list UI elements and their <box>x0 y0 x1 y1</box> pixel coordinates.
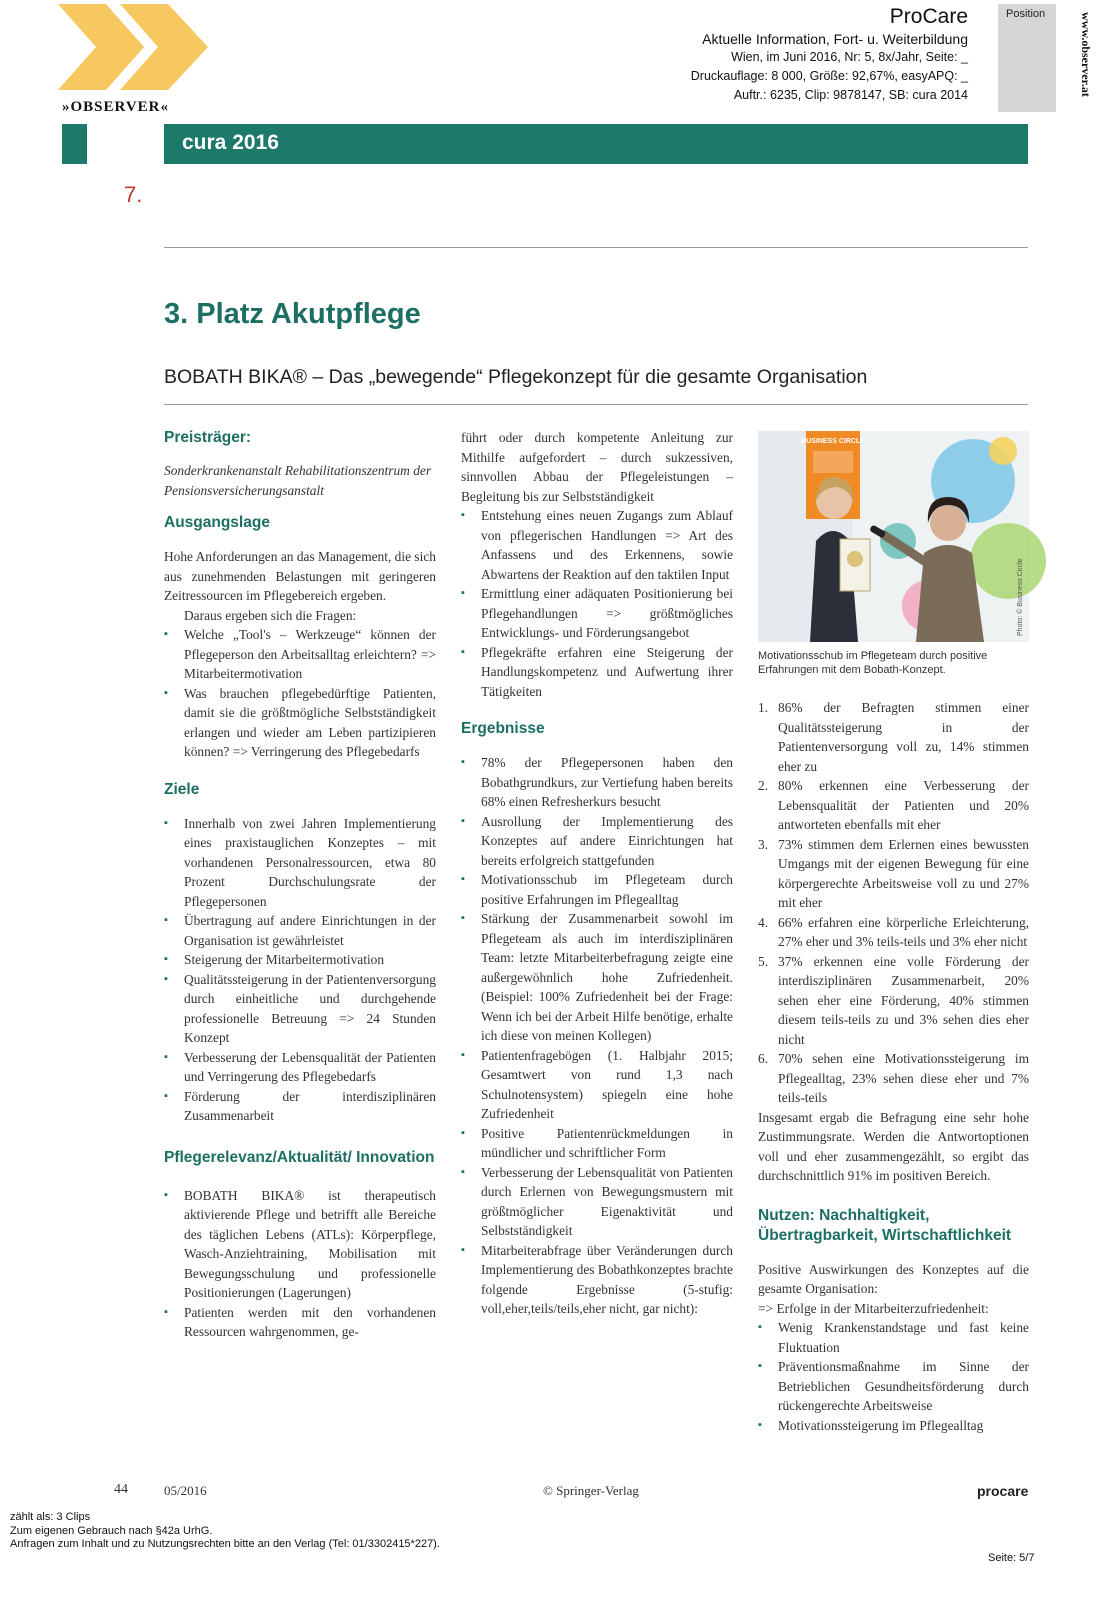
heading-preistraeger: Preisträger: <box>164 429 252 446</box>
bullets-list <box>461 506 733 701</box>
vertical-url-text: www.observer.at <box>1079 12 1093 97</box>
smallprint <box>10 1511 440 1552</box>
clipping-header <box>691 4 968 105</box>
list-item: ▪ Motivationsschub im Pflegeteam durch positive Erfahrungen im Pflegealltag <box>461 870 733 909</box>
list-item: ▪ Was brauchen pflegebedürftige Patienten, damit sie die größtmögliche Selbstständigkeit erlangen und wieder am Leben partizipieren können? => Verringerung des Pflegebedarfs <box>164 684 436 762</box>
list-item: ▪ Patientenfragebögen (1. Halbjahr 2015; Gesamtwert von rund 1,3 nach Schulnotensystem) spiegeln eine hohe Zufriedenheit <box>461 1046 733 1124</box>
ziele-list <box>164 814 436 1126</box>
fragen-intro: Daraus ergeben sich die Fragen: <box>184 607 357 623</box>
publisher: © Springer-Verlag <box>543 1483 639 1498</box>
article-title: 3. Platz Akutpflege <box>164 298 421 330</box>
subtitle-rule <box>164 404 1028 405</box>
issue-date: 05/2016 <box>164 1483 207 1498</box>
publication-name: ProCare <box>889 5 968 28</box>
heading-nutzen: Nutzen: Nachhaltigkeit, Übertragbarkeit, Wirtschaftlichkeit <box>758 1206 1012 1244</box>
heading-pflegerelevanz: Pflegerelevanz/Aktualität/ Innovation <box>164 1148 435 1166</box>
list-item: 4. 66% erfahren eine körperliche Erleichterung, 27% eher und 3% teils-teils und 3% eher nicht <box>758 914 1029 949</box>
list-item: ▪ Förderung der interdisziplinären Zusammenarbeit <box>164 1087 436 1126</box>
clip-meta-2: Druckauflage: 8 000, Größe: 92,67%, easyAPQ: _ <box>690 69 968 83</box>
list-item: 5. 37% erkennen eine volle Förderung der interdisziplinären Zusammenarbeit, 20% sehen eher eine Förderung, 40% stimmen diesem teils-teils zu und 3% sehen dies eher nicht <box>758 953 1029 1047</box>
top-rule <box>164 247 1028 248</box>
nutzen-list <box>758 1318 1029 1435</box>
list-item: ▪ Entstehung eines neuen Zugangs zum Ablauf von pflegerischen Handlungen => Art des Anfassens und des Erkennens, sowie Abwartens der Reaktion auf den taktilen Input <box>461 506 733 584</box>
list-item: ▪ Mitarbeiterabfrage über Veränderungen durch Implementierung des Bobathkonzeptes brachte folgende Ergebnisse (5-stufig: voll,eher,teils/teils,eher nicht, gar nicht): <box>461 1241 733 1319</box>
clips-count: zählt als: 3 Clips <box>10 1511 91 1523</box>
clip-meta-3: Auftr.: 6235, Clip: 9878147, SB: cura 2014 <box>733 88 968 102</box>
heading-ausgangslage: Ausgangslage <box>164 514 270 531</box>
list-item: ▪ Wenig Krankenstandstage und fast keine Fluktuation <box>758 1318 1029 1357</box>
results-list <box>758 698 1029 1108</box>
list-item: ▪ Verbesserung der Lebensqualität von Patienten durch Erlernen von Bewegungsmustern mit größtmöglicher Eigenaktivität und Selbstständigkeit <box>461 1163 733 1241</box>
nutzen-intro: Positive Auswirkungen des Konzeptes auf die gesamte Organisation: <box>758 1261 1029 1296</box>
photo-sign-text: BUSINESS CIRCLE <box>801 438 865 445</box>
column-2 <box>461 428 733 1319</box>
list-item: ▪ Verbesserung der Lebensqualität der Patienten und Verringerung des Pflegebedarfs <box>164 1048 436 1087</box>
column-3 <box>758 698 1029 1435</box>
article-subtitle: BOBATH BIKA® – Das „bewegende“ Pflegekonzept für die gesamte Organisation <box>164 366 868 388</box>
list-item: ▪ BOBATH BIKA® ist therapeutisch aktivierende Pflege und betrifft alle Bereiche des täglichen Lebens (ATLs): Körperpflege, Wasch-Anziehtraining, Mobilisation mit Bewegungsschulung und professionelle Positionierungen (Lagerungen) <box>164 1186 436 1303</box>
observer-logo-text: »OBSERVER« <box>62 99 169 115</box>
list-item: ▪ Stärkung der Zusammenarbeit sowohl im Pflegeteam als auch im interdisziplinären Team: letzte Mitarbeiterbefragung zeigte eine außergewöhnlich hohe Zufriedenheit. (Beispiel: 100% Zufriedenheit bei der Frage: Wenn ich bei der Arbeit Hilfe benötige, erhalte ich diese von meinen Kollegen) <box>461 909 733 1046</box>
photo-credit: Photo: © Business Circle <box>1017 558 1024 636</box>
clip-meta-1: Wien, im Juni 2016, Nr: 5, 8x/Jahr, Seite: _ <box>731 50 968 64</box>
list-item: 2. 80% erkennen eine Verbesserung der Lebensqualität der Patienten und 20% antworteten ebenfalls mit eher <box>758 778 1029 832</box>
award-photo <box>758 431 1029 642</box>
list-item: ▪ Pflegekräfte erfahren eine Steigerung der Handlungskompetenz und Aufwertung ihrer Tätigkeiten <box>461 643 733 702</box>
page-indicator: Seite: 5/7 <box>988 1552 1035 1564</box>
continued-text: führt oder durch kompetente Anleitung zur Mithilfe aufgefordert – durch sukzessiven, sinnvollen Abbau der Pflegeleistungen – Begleitung bis zur Selbstständigkeit <box>461 430 733 504</box>
list-item: ▪ Motivationssteigerung im Pflegealltag <box>758 1416 1029 1436</box>
summary-text: Insgesamt ergab die Befragung eine sehr hohe Zustimmungsrate. Werden die Antwortoptionen voll und eher zusammengezählt, so ergibt das durchschnittlich 91% im positiven Bereich. <box>758 1109 1029 1183</box>
preistraeger-text: Sonderkrankenanstalt Rehabilitationszentrum der Pensionsversicherungsanstalt <box>164 463 432 498</box>
nutzen-sub: => Erfolge in der Mitarbeiterzufriedenheit: <box>758 1300 989 1316</box>
relevanz-list <box>164 1186 436 1342</box>
list-item: ▪ Innerhalb von zwei Jahren Implementierung eines praxistauglichen Konzeptes – mit vorhandenen Personalressourcen, etwa 80 Prozent Durchschulungsrate der Pflegepersonen <box>164 814 436 912</box>
list-item: ▪ Positive Patientenrückmeldungen in mündlicher und schriftlicher Form <box>461 1124 733 1163</box>
list-item: ▪ Qualitätssteigerung in der Patientenversorgung durch einheitliche und durchgehende professionelle Betreuung => 24 Stunden Konzept <box>164 970 436 1048</box>
publication-subtitle: Aktuelle Information, Fort- u. Weiterbildung <box>702 31 968 47</box>
list-item: ▪ Präventionsmaßnahme im Sinne der Betrieblichen Gesundheitsförderung durch rückengerechte Arbeitsweise <box>758 1357 1029 1416</box>
section-bar-left <box>62 124 87 164</box>
usage-note: Zum eigenen Gebrauch nach §42a UrhG. <box>10 1524 213 1537</box>
list-item: 6. 70% sehen eine Motivationssteigerung im Pflegealltag, 23% sehen diese eher und 7% teils-teils <box>758 1051 1029 1105</box>
brand-footer: procare <box>977 1483 1029 1499</box>
heading-ergebnisse: Ergebnisse <box>461 720 545 737</box>
photo-caption: Motivationsschub im Pflegeteam durch positive Erfahrungen mit dem Bobath-Konzept. <box>758 650 988 676</box>
section-bar <box>164 124 1028 164</box>
vertical-url <box>1068 10 1093 120</box>
list-item: ▪ Steigerung der Mitarbeitermotivation <box>164 950 436 970</box>
list-item: ▪ Welche „Tool's – Werkzeuge“ können der Pflegeperson den Arbeitsalltag erleichtern? => Mitarbeitermotivation <box>164 625 436 684</box>
position-box <box>998 4 1056 112</box>
margin-mark: 7. <box>124 182 143 207</box>
ausgangslage-text: Hohe Anforderungen an das Management, die sich aus zunehmenden Belastungen mit geringeren Zeitressourcen im Pflegebereich ergeben. <box>164 549 436 603</box>
list-item: ▪ Übertragung auf andere Einrichtungen in der Organisation ist gewährleistet <box>164 911 436 950</box>
fragen-list <box>164 625 436 762</box>
page-number: 44 <box>114 1482 128 1497</box>
ergebnisse-list <box>461 753 733 1319</box>
list-item: ▪ Ermittlung einer adäquaten Positionierung bei Pflegehandlungen => größtmögliches Entwicklungs- und Förderungsangebot <box>461 584 733 643</box>
column-1 <box>164 428 436 1342</box>
section-bar-title: cura 2016 <box>182 131 279 154</box>
list-item: 3. 73% stimmen dem Erlernen eines bewussten Umgangs mit der eigenen Bewegung für eine körpergerechte Arbeitsweise voll zu und 27% mit eher <box>758 836 1029 910</box>
list-item: 1. 86% der Befragten stimmen einer Qualitätssteigerung in der Patientenversorgung voll zu, 14% stimmen eher zu <box>758 700 1029 774</box>
list-item: ▪ Patienten werden mit den vorhandenen Ressourcen wahrgenommen, ge- <box>164 1303 436 1342</box>
observer-logo <box>58 4 213 90</box>
contact-note: Anfragen zum Inhalt und zu Nutzungsrechten bitte an den Verlag (Tel: 01/3302415*227). <box>10 1538 440 1550</box>
heading-ziele: Ziele <box>164 780 200 798</box>
list-item: ▪ 78% der Pflegepersonen haben den Bobathgrundkurs, zur Vertiefung haben bereits 68% einen Refresherkurs besucht <box>461 753 733 812</box>
list-item: ▪ Ausrollung der Implementierung des Konzeptes auf andere Einrichtungen hat bereits erfolgreich stattgefunden <box>461 812 733 871</box>
position-label: Position <box>1006 8 1046 20</box>
